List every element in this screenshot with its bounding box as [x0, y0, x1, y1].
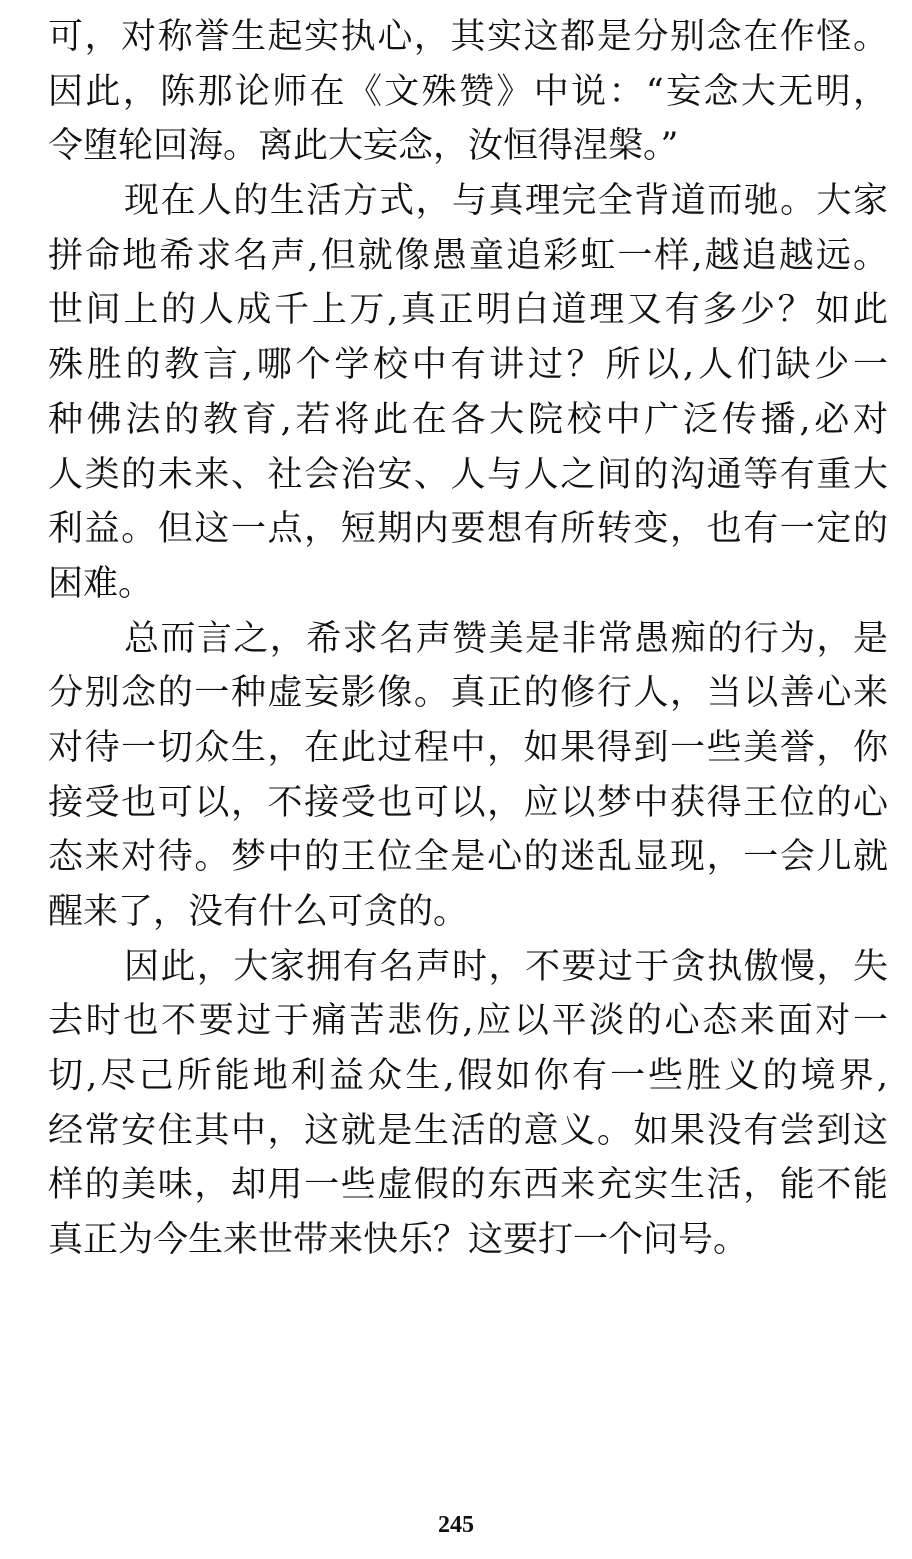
text-line: 醒来了，没有什么可贪的。 — [48, 892, 469, 932]
text-line: 现在人的生活方式，与真理完全背道而驰。大家 — [124, 181, 888, 222]
text-line: 可，对称誉生起实执心，其实这都是分别念在作怪。 — [48, 17, 888, 57]
text-line: 接受也可以，不接受也可以，应以梦中获得王位的心 — [48, 782, 888, 823]
page-number: 245 — [438, 1512, 474, 1538]
text-line: 因此，大家拥有名声时，不要过于贪执傲慢，失 — [124, 946, 888, 987]
page-body-text — [48, 10, 888, 1268]
text-line: 样的美味，却用一些虚假的东西来充实生活，能不能 — [48, 1165, 888, 1206]
text-line: 切,尽己所能地利益众生,假如你有一些胜义的境界, — [48, 1056, 888, 1097]
text-line: 态来对待。梦中的王位全是心的迷乱显现，一会儿就 — [48, 837, 888, 878]
text-line: 殊胜的教言,哪个学校中有讲过？所以,人们缺少一 — [48, 345, 888, 386]
text-line: 对待一切众生，在此过程中，如果得到一些美誉，你 — [48, 727, 888, 768]
text-line: 人类的未来、社会治安、人与人之间的沟通等有重大 — [48, 454, 888, 495]
text-line: 真正为今生来世带来快乐？这要打一个问号。 — [48, 1220, 749, 1261]
text-line: 种佛法的教育,若将此在各大院校中广泛传播,必对 — [48, 399, 888, 440]
text-line: 分别念的一种虚妄影像。真正的修行人，当以善心来 — [48, 673, 888, 714]
text-line: 经常安住其中，这就是生活的意义。如果没有尝到这 — [48, 1110, 888, 1151]
text-line: 去时也不要过于痛苦悲伤,应以平淡的心态来面对一 — [48, 1001, 888, 1042]
text-line: 利益。但这一点，短期内要想有所转变，也有一定的 — [48, 509, 888, 550]
text-line: 拼命地希求名声,但就像愚童追彩虹一样,越追越远。 — [48, 235, 888, 276]
text-line: 困难。 — [48, 563, 154, 604]
text-line: 因此，陈那论师在《文殊赞》中说：“妄念大无明， — [48, 71, 888, 112]
text-line: 世间上的人成千上万,真正明白道理又有多少？如此 — [48, 290, 888, 331]
text-line: 总而言之，希求名声赞美是非常愚痴的行为，是 — [124, 618, 888, 659]
text-line: 令堕轮回海。离此大妄念，汝恒得涅槃。” — [48, 126, 679, 167]
